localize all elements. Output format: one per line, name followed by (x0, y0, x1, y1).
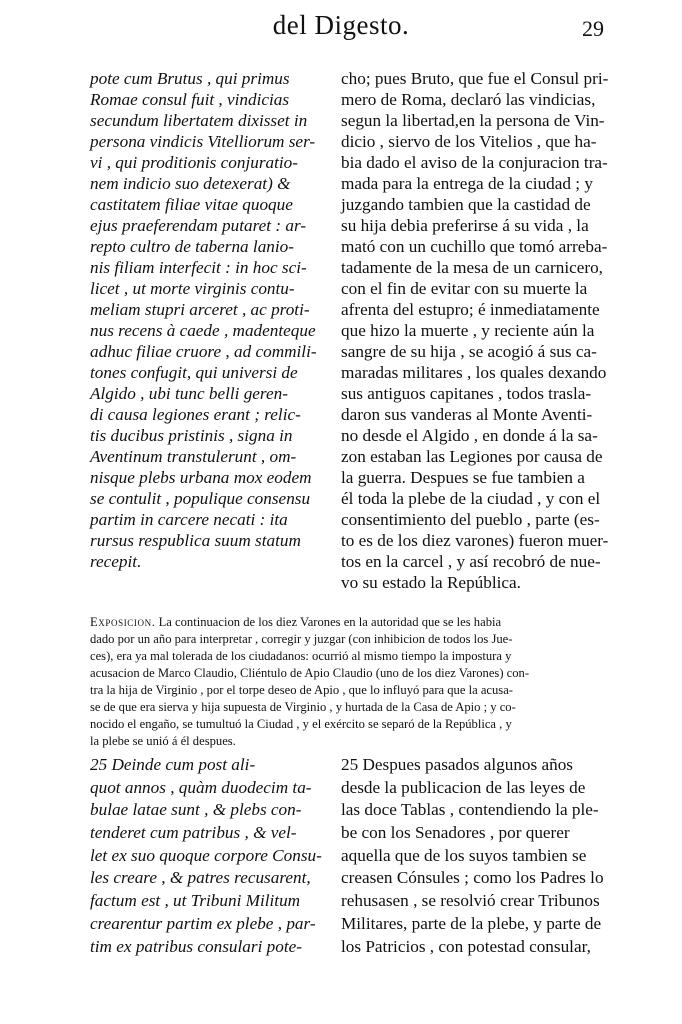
exposition-line: nocido el engaño, se tumultuó la Ciudad , y el exército se separó de la República , y (90, 717, 512, 731)
exposition-line: ces), era ya mal tolerada de los ciudadanos: ocurrió al mismo tiempo la impostura y (90, 649, 512, 663)
exposition-paragraph (90, 614, 618, 750)
spanish-text-line: aquella que de los suyos tambien se (341, 845, 587, 865)
latin-text-line: tim ex patribus consulari pote- (90, 936, 302, 956)
spanish-text-line: cho; pues Bruto, que fue el Consul pri- (341, 69, 609, 88)
spanish-text-line: to es de los diez varones) fueron muer- (341, 531, 609, 550)
spanish-text-line: 25 Despues pasados algunos años (341, 755, 573, 774)
spanish-text-line: Militares, parte de la plebe, y parte de (341, 913, 602, 933)
latin-text-line: di causa legiones erant ; relic- (90, 405, 301, 424)
spanish-text-line: las doce Tablas , contendiendo la ple- (341, 800, 599, 820)
latin-text-line: rursus respublica suum statum (90, 531, 301, 550)
latin-text-line: Aventinum transtulerunt , om- (90, 447, 297, 466)
latin-text-line: bulae latae sunt , & plebs con- (90, 800, 302, 820)
latin-text-line: adhuc filiae cruore , ad commili- (90, 342, 317, 361)
latin-text-line: recepit. (90, 552, 142, 571)
latin-text-line: secundum libertatem dixisset in (90, 111, 308, 130)
page-number: 29 (582, 16, 604, 41)
latin-text-line: crearentur partim ex plebe , par- (90, 913, 316, 933)
latin-text-line: Romae consul fuit , vindicias (90, 90, 290, 109)
spanish-text-line: sus antiguos capitanes , todos trasla- (341, 384, 592, 403)
spanish-text-line: daron sus vanderas al Monte Aventi- (341, 405, 593, 424)
spanish-text-line: mero de Roma, declaró las vindicias, (341, 90, 596, 109)
page-header (0, 8, 682, 56)
latin-text-line: vi , qui proditionis conjuratio- (90, 153, 298, 172)
spanish-text-line: que hizo la muerte , y reciente aún la (341, 321, 595, 340)
latin-text-line: tis ducibus pristinis , signa in (90, 426, 293, 445)
spanish-text-line: segun la libertad,en la persona de Vin- (341, 111, 605, 130)
spanish-text-line: creasen Cónsules ; como los Padres lo (341, 868, 604, 888)
exposition-line: la plebe se unió á él despues. (90, 734, 236, 748)
spanish-text-line: tadamente de la mesa de un carnicero, (341, 258, 603, 277)
latin-text-line: les creare , & patres recusarent, (90, 868, 311, 888)
latin-text-line: nis filiam interfecit : in hoc sci- (90, 258, 307, 277)
spanish-text-line: los Patricios , con potestad consular, (341, 936, 591, 956)
latin-text-line: castitatem filiae vitae quoque (90, 195, 293, 214)
latin-text-line: quot annos , quàm duodecim ta- (90, 777, 312, 797)
spanish-text-line: mató con un cuchillo que tomó arreba- (341, 237, 608, 256)
spanish-column-bottom (341, 754, 631, 958)
spanish-text-line: la guerra. Despues se fue tambien a (341, 468, 585, 487)
exposition-line: acusacion de Marco Claudio, Cliéntulo de Apio Claudio (uno de los diez Varones) con- (90, 666, 530, 680)
spanish-text-line: mada para la entrega de la ciudad ; y (341, 174, 593, 193)
latin-text-line: licet , ut morte virginis contu- (90, 279, 295, 298)
spanish-text-line: no desde el Algido , en donde á la sa- (341, 426, 598, 445)
spanish-text-line: be con los Senadores , por querer (341, 823, 570, 843)
spanish-text-line: sangre de su hija , se acogió á sus ca- (341, 342, 597, 361)
spanish-text-line: vo su estado la República. (341, 573, 521, 592)
spanish-column-top (341, 68, 631, 593)
spanish-text-line: con el fin de evitar con su muerte la (341, 279, 588, 298)
latin-text-line: pote cum Brutus , qui primus (90, 69, 290, 88)
exposition-line: se de que era sierva y hija supuesta de Virginio , y hurtada de la Casa de Apio ; y co- (90, 700, 516, 714)
latin-text-line: let ex suo quoque corpore Consu- (90, 845, 322, 865)
latin-text-line: se contulit , populique consensu (90, 489, 311, 508)
spanish-text-line: bia dado el aviso de la conjuracion tra- (341, 153, 608, 172)
latin-text-line: repto cultro de taberna lanio- (90, 237, 294, 256)
exposition-first-line: La continuacion de los diez Varones en la autoridad que se les habia (155, 615, 502, 629)
exposition-label: Exposicion. (90, 615, 156, 629)
latin-text-line: nus recens à caede , madenteque (90, 321, 316, 340)
spanish-text-line: dicio , siervo de los Vitelios , que ha- (341, 132, 597, 151)
latin-column-bottom (90, 754, 335, 958)
spanish-text-line: tos en la carcel , y así recobró de nue- (341, 552, 601, 571)
spanish-text-line: consentimiento del pueblo , parte (es- (341, 510, 600, 529)
latin-text-line: tones confugit, qui universi de (90, 363, 298, 382)
latin-text-line: partim in carcere necati : ita (90, 510, 288, 529)
spanish-text-line: zon estaban las Legiones por causa de (341, 447, 603, 466)
latin-text-line: 25 Deinde cum post ali- (90, 755, 256, 774)
latin-text-line: ejus praeferendam putaret : ar- (90, 216, 307, 235)
latin-text-line: nem indicio suo detexerat) & (90, 174, 291, 193)
running-title: del Digesto. (272, 10, 410, 40)
latin-text-line: tenderet cum patribus , & vel- (90, 823, 297, 843)
spanish-text-line: su hija debia preferirse á su vida , la (341, 216, 589, 235)
latin-text-line: meliam stupri arceret , ac proti- (90, 300, 310, 319)
exposition-line: dado por un año para interpretar , corregir y juzgar (con inhibicion de todos los Jue- (90, 632, 513, 646)
latin-text-line: Algido , ubi tunc belli geren- (90, 384, 288, 403)
spanish-text-line: desde la publicacion de las leyes de (341, 777, 586, 797)
exposition-line: tra la hija de Virginio , por el torpe deseo de Apio , que lo influyó para que la acusa- (90, 683, 513, 697)
spanish-text-line: juzgando tambien que la castidad de (341, 195, 591, 214)
spanish-text-line: él toda la plebe de la ciudad , y con el (341, 489, 601, 508)
latin-column-top (90, 68, 335, 572)
spanish-text-line: rehusasen , se resolvió crear Tribunos (341, 891, 600, 911)
exposition-line (90, 614, 618, 631)
latin-text-line: nisque plebs urbana mox eodem (90, 468, 312, 487)
latin-text-line: factum est , ut Tribuni Militum (90, 891, 301, 911)
spanish-text-line: afrenta del estupro; é inmediatamente (341, 300, 600, 319)
latin-text-line: persona vindicis Vitelliorum ser- (90, 132, 316, 151)
spanish-text-line: maradas militares , los quales dexando (341, 363, 607, 382)
